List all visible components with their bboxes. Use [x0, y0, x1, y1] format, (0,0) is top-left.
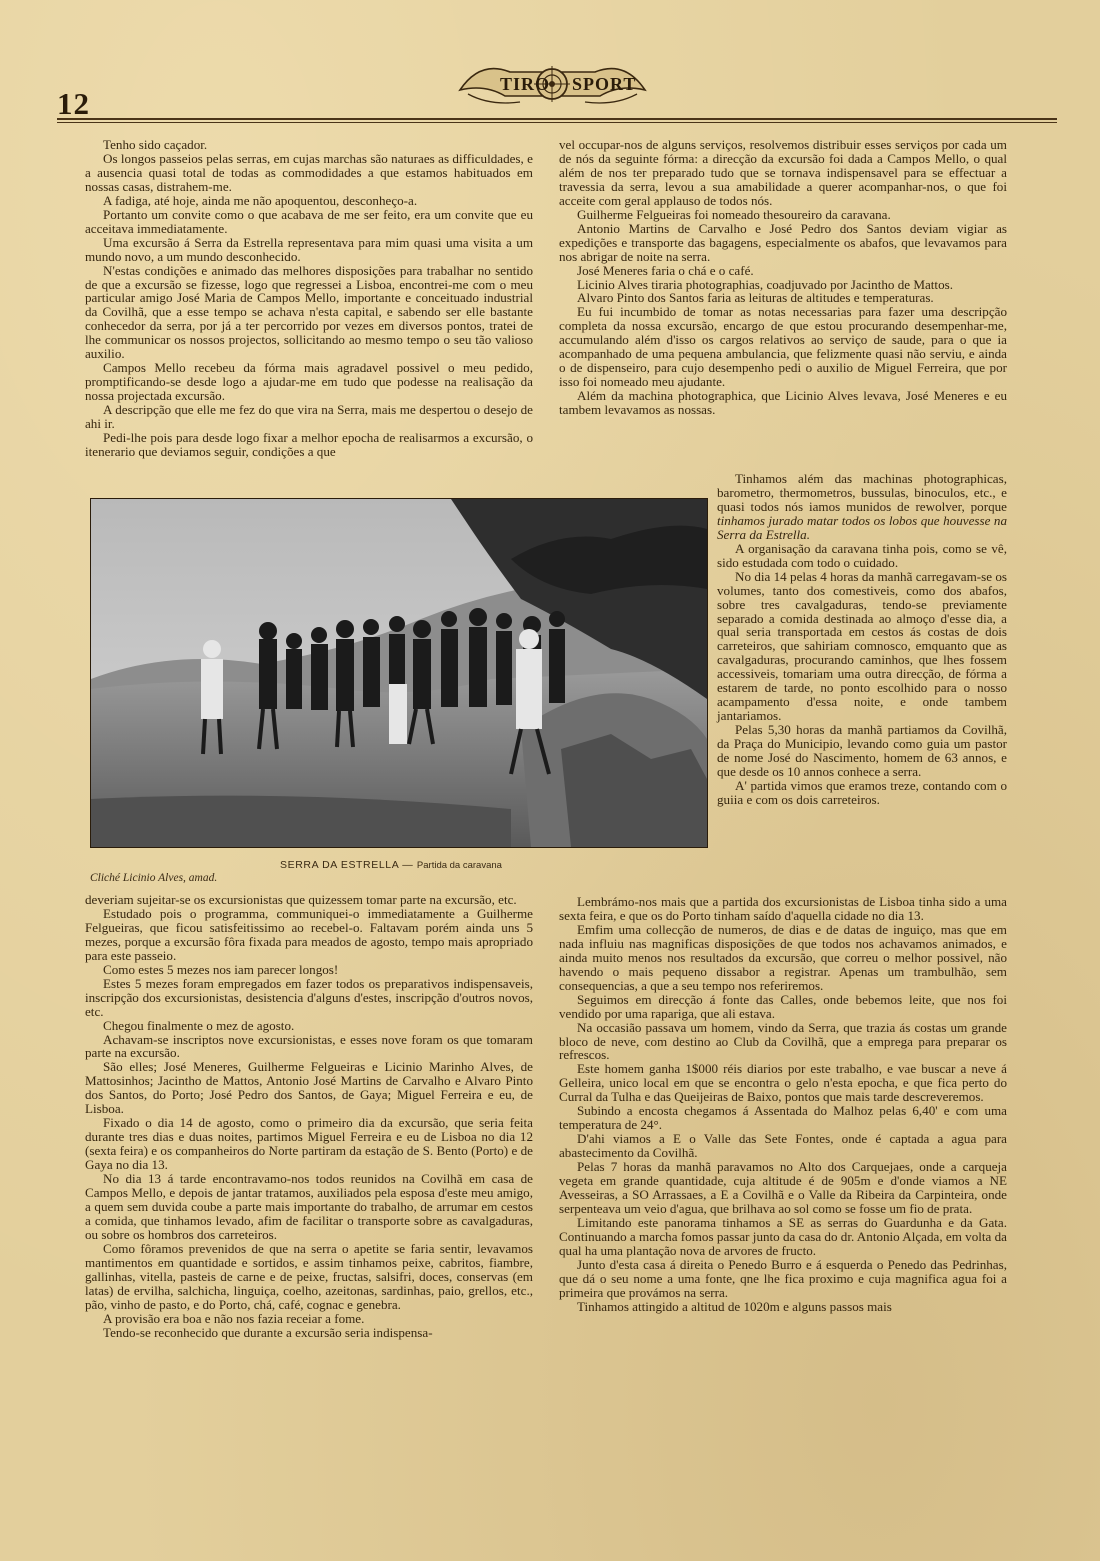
right-column-top [559, 138, 1007, 417]
group-photo-image [91, 499, 707, 847]
paragraph: Limitando este panorama tinhamos a SE as serras do Guardunha e da Gata. Continuando a marcha fomos passar junto da casa do dr. Antonio Alçada, em volta da qual ha uma plantação nova de arvores de fructo. [559, 1214, 1007, 1258]
paragraph-text: Tinhamos além das machinas photographicas, barometro, thermometros, bussulas, binoculos, etc., e quasi todos nós iamos munidos de rewolver, porque [717, 471, 1007, 514]
photo-credit: Cliché Licinio Alves, amad. [90, 872, 218, 884]
paragraph: Portanto um convite como o que acabava de me ser feito, era um convite que eu acceitava immediatamente. [85, 206, 533, 236]
paragraph: Estudado pois o programma, communiquei-o immediatamente a Guilherme Felgueiras, que ficou satisfeitissimo ao recebel-o. Faltavam porém ainda uns 5 mezes, porque a excursão fôra fixada para meados de agosto, tempo mais apropriado para este passeio. [85, 905, 533, 963]
paragraph: Como estes 5 mezes nos iam parecer longos! [103, 961, 339, 977]
paragraph: José Meneres faria o chá e o café. [577, 262, 754, 278]
paragraph: Fixado o dia 14 de agosto, como o primeiro dia da excursão, que seria feita durante tres dias e duas noites, partimos Miguel Ferreira e eu de Lisboa no dia 12 (sexta feira) e os companheiros do Norte partiram da estação de S. Bento (Porto) e de Gaya no dia 13. [85, 1115, 533, 1173]
paragraph: D'ahi viamos a E o Valle das Sete Fontes, onde é captada a agua para abastecimento da Covilhã. [559, 1131, 1007, 1161]
paragraph: Antonio Martins de Carvalho e José Pedro dos Santos deviam vigiar as expedições e transporte das bagagens, especialmente os abafos, que levavamos para nos abrigar de noite na serra. [559, 220, 1007, 264]
paragraph: N'estas condições e animado das melhores disposições para trabalhar no sentido de que a excursão se fizesse, logo que regressei a Lisboa, encontrei-me com o meu particular amigo José Maria de Campos Mello, importante e conceituado industrial da Covilhã, que a esse tempo se achava n'esta capital, e sabendo ser elle bastante conhecedor da serra, por já a ter percorrido por vezes em diversos pontos, tratei de lhe communicar os nossos projectos, sollicitando ao mesmo tempo o seu tão valioso auxilio. [85, 262, 533, 362]
paragraph: Eu fui incumbido de tomar as notas necessarias para fazer uma descripção completa da nossa excursão, encargo de que estou procurando desempenhar-me, accumulando além d'isso os cargos relativos ao serviço de saude, para o que ia acompanhado de uma pequena ambulancia, que felizmente quasi não serviu, e ainda o de dispenseiro, para cujo desempenho pedi o auxilio de Miguel Ferreira, que por isso foi nomeado meu ajudante. [559, 304, 1007, 390]
paragraph: No dia 13 á tarde encontravamo-nos todos reunidos na Covilhã em casa de Campos Mello, e depois de jantar tratamos, auxiliados pela esposa d'este meu amigo, a quem sem duvida coube a parte mais importante do trabalho, de arrumar em cestos a comida, que tinhamos levado, afim de facilitar o transporte sobre as cavalgaduras, ou sobre os hombros dos carreteiros. [85, 1171, 533, 1242]
photo-subtitle: Partida da caravana [416, 860, 502, 871]
paragraph: Lembrámo-nos mais que a partida dos excursionistas de Lisboa tinha sido a uma sexta feira, e que os do Porto tinham saído d'aquella cidade no dia 13. [559, 894, 1007, 923]
photo-caption [280, 859, 502, 871]
svg-text:SPORT: SPORT [572, 74, 637, 94]
paragraph: Os longos passeios pelas serras, em cujas marchas são naturaes as difficuldades, e a ausencia quasi total de todas as commodidades a que estamos habituados em nossas casas, distrahem-me. [85, 150, 533, 194]
paragraph: Pedi-lhe pois para desde logo fixar a melhor epocha de realisarmos a excursão, o itenerario que deviamos seguir, condições a que [85, 430, 533, 459]
paragraph: Seguimos em direcção á fonte das Calles, onde bebemos leite, que nos foi vendido por uma rapariga, que ali estava. [559, 991, 1007, 1021]
paragraph: vel occupar-nos de alguns serviços, resolvemos distribuir esses serviços por cada um de nós da seguinte fórma: a direcção da excursão foi dada a Campos Mello, o qual além de nos ter preparado tudo que se tornava indispensavel para se effectuar a travessia da serra, levou a sua amabilidade a querer acompanhar-nos, o que foi acceite com geral applauso de todos nós. [559, 137, 1007, 208]
paragraph: São elles; José Meneres, Guilherme Felgueiras e Licinio Marinho Alves, de Mattosinhos; Jacintho de Mattos, Antonio José Martins de Carvalho e Alvaro Pinto dos Santos, do Porto; José Pedro dos Santos, de Gaya; Miguel Ferreira e eu, de Lisboa. [85, 1059, 533, 1117]
photo-serra-da-estrella [90, 498, 708, 848]
paragraph: Pelas 5,30 horas da manhã partiamos da Covilhã, da Praça do Municipio, levando como guia um pastor de nome José do Nascimento, homem de 63 annos, e que desde os 10 annos conhece a serra. [717, 722, 1007, 780]
paragraph: Além da machina photographica, que Licinio Alves levava, José Meneres e eu tambem levavamos as nossas. [559, 388, 1007, 418]
paragraph: Chegou finalmente o mez de agosto. [103, 1017, 295, 1033]
paragraph: Na occasião passava um homem, vindo da Serra, que trazia ás costas um grande bloco de neve, com destino ao Club da Covilhã, que a emprega para preparar os refrescos. [559, 1019, 1007, 1063]
paragraph: deveriam sujeitar-se os excursionistas que quizessem tomar parte na excursão, etc. [85, 892, 517, 907]
paragraph: Como fôramos prevenidos de que na serra o apetite se faria sentir, levavamos mantimentos em quantidade e sortidos, e assim tinhamos peixe, cabritos, fiambre, gallinhas, vitella, pasteis de carne e de peixe, fructas, salsifri, doces, conservas (em latas) de ervilha, salchicha, linguiça, coelho, azeitonas, sardinhas, paio, grellos, etc., pão, vinho de pasto, e do Porto, chá, café, cognac e genebra. [85, 1240, 533, 1312]
photo-title: SERRA DA ESTRELLA — [280, 859, 414, 871]
header-rule [57, 118, 1057, 123]
paragraph: A' partida vimos que eramos treze, contando com o guiia e com os dois carreteiros. [717, 777, 1007, 807]
svg-text:TIRO: TIRO [500, 74, 551, 94]
paragraph: Junto d'esta casa á direita o Penedo Burro e á esquerda o Penedo das Pedrinhas, que dá o seu nome a uma fonte, qne lhe fica proximo e cuja magnifica agua foi a primeira que provámos na serra. [559, 1256, 1007, 1300]
paragraph: Este homem ganha 1$000 réis diarios por este trabalho, e vae buscar a neve á Gelleira, unico local em que se encontra o gelo n'esta epocha, e que fica perto do Curral da Tulha e das Queijeiras de Baixo, pontos que mais tarde descreveremos. [559, 1061, 1007, 1105]
paragraph: Tinhamos attingido a altitud de 1020m e alguns passos mais [577, 1298, 892, 1314]
paragraph: A organisação da caravana tinha pois, como se vê, sido estudada com todo o cuidado. [717, 540, 1007, 570]
paragraph: Uma excursão á Serra da Estrella representava para mim quasi uma visita a um mundo novo, a um mundo desconhecido. [85, 234, 533, 264]
paragraph: A fadiga, até hoje, ainda me não apoquentou, desconheço-a. [103, 192, 418, 208]
paragraph: Estes 5 mezes foram empregados em fazer todos os preparativos indispensaveis, inscripção dos excursionistas, desistencia d'alguns d'estes, inscripção d'outros novos, etc. [85, 975, 533, 1019]
left-column-top [85, 138, 533, 459]
paragraph: A descripção que elle me fez do que vira na Serra, mais me despertou o desejo de ahi ir. [85, 402, 533, 432]
paragraph: Alvaro Pinto dos Santos faria as leituras de altitudes e temperaturas. [577, 290, 934, 306]
masthead-emblem-icon [450, 50, 655, 114]
paragraph-italic-text: tinhamos jurado matar todos os lobos que houvesse na Serra da Estrella. [717, 512, 1007, 542]
right-column-bottom [559, 895, 1007, 1314]
paragraph: Achavam-se inscriptos nove excursionistas, e esses nove foram os que tomaram parte na excursão. [85, 1031, 533, 1061]
paragraph: Tenho sido caçador. [103, 137, 208, 152]
paragraph: Pelas 7 horas da manhã paravamos no Alto dos Carquejaes, onde a carqueja vegeta em grande quantidade, cuja altitude é de 905m e d'onde viamos a NE Avesseiras, a SO Arrassaes, a E a Covilhã e o Valle da Ribeira da Carpinteira, onde serpenteava um veio d'agua, que brilhava ao sol como se fosse um fio de prata. [559, 1159, 1007, 1216]
paragraph: Subindo a encosta chegamos á Assentada do Malhoz pelas 6,40' e com uma temperatura de 24°. [559, 1103, 1007, 1133]
paragraph: Campos Mello recebeu da fórma mais agradavel possivel o meu pedido, promptificando-se desde logo a ajudar-me em tudo que podesse na realisação da nossa projectada excursão. [85, 360, 533, 404]
left-column-bottom [85, 893, 533, 1340]
paragraph: Licinio Alves tiraria photographias, coadjuvado por Jacintho de Mattos. [577, 276, 953, 292]
paragraph: Tendo-se reconhecido que durante a excursão seria indispensa- [103, 1324, 433, 1340]
paragraph: Guilherme Felgueiras foi nomeado thesoureiro da caravana. [577, 206, 891, 222]
masthead-logo [450, 50, 655, 114]
right-column-beside-photo [717, 472, 1007, 807]
page-number: 12 [57, 86, 90, 121]
paragraph [717, 472, 1007, 542]
paragraph: Emfim uma collecção de numeros, de dias e de datas de inguiço, mas que em nada influiu nas magnificas disposições de que todos nos achavamos animados, e ainda muito menos nos resultados da excursão, que correu o melhor possivel, não havendo o mais pequeno dissabor a registrar. Apenas um trambulhão, sem consequencias, a que a seu tempo nos referiremos. [559, 921, 1007, 993]
paragraph: A provisão era boa e não nos fazia receiar a fome. [103, 1310, 365, 1326]
paragraph: No dia 14 pelas 4 horas da manhã carregavam-se os volumes, tanto dos comestiveis, como dos abafos, sobre tres cavalgaduras, tendo-se previamente separado a comida destinada ao almoço d'esse dia, a qual seria transportada em cestos ás costas de dois carreteiros, que sahiriam comnosco, emquanto que as cavalgaduras, procurando caminhos, que lhes fossem accessiveis, tomariam uma outra direcção, de fórma a estarem de tarde, no ponto escolhido para o nosso acampamento d'essa noite, e onde tambem jantariamos. [717, 568, 1007, 724]
